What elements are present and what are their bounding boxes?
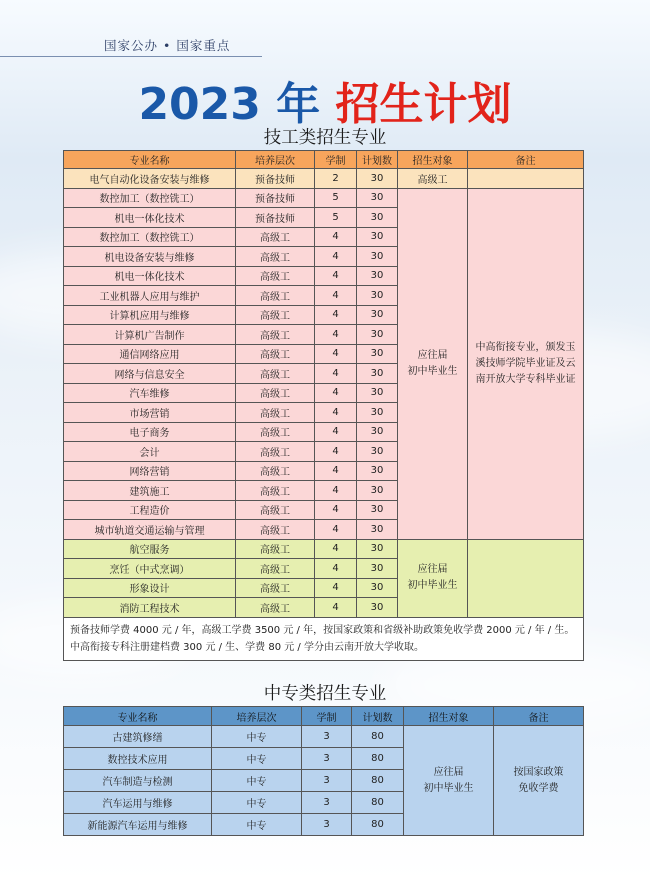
major-name: 工业机器人应用与维护 xyxy=(64,286,236,306)
enrollment-quota: 30 xyxy=(357,247,398,267)
major-name: 数控加工（数控铣工） xyxy=(64,227,236,247)
remark xyxy=(468,539,584,617)
training-level: 中专 xyxy=(212,748,302,770)
study-years: 4 xyxy=(315,520,357,540)
training-level: 预备技师 xyxy=(236,208,315,228)
enrollment-quota: 30 xyxy=(357,208,398,228)
study-years: 4 xyxy=(315,481,357,501)
study-years: 3 xyxy=(302,726,352,748)
col-header-major: 专业名称 xyxy=(64,151,236,169)
col-header-level: 培养层次 xyxy=(236,151,315,169)
major-name: 计算机广告制作 xyxy=(64,325,236,345)
study-years: 2 xyxy=(315,169,357,189)
technical-majors-table xyxy=(63,150,584,661)
major-name: 数控加工（数控铣工） xyxy=(64,188,236,208)
training-level: 中专 xyxy=(212,814,302,836)
enrollment-quota: 30 xyxy=(357,578,398,598)
table-row xyxy=(64,539,584,559)
page-title xyxy=(0,68,650,132)
major-name: 计算机应用与维修 xyxy=(64,305,236,325)
col-header-quota: 计划数 xyxy=(357,151,398,169)
study-years: 4 xyxy=(315,247,357,267)
fee-note: 预备技师学费 4000 元 / 年，高级工学费 3500 元 / 年，按国家政策和省级补助政策免收学费 2000 元 / 年 / 生。中高衔接专科注册建档费 300 元 / 生、学费 80 元 / 学分由云南开放大学收取。 xyxy=(64,617,584,660)
training-level: 高级工 xyxy=(236,266,315,286)
enrollment-quota: 30 xyxy=(357,422,398,442)
remark: 中高衔接专业，颁发玉 溪技师学院毕业证及云 南开放大学专科毕业证 xyxy=(468,188,584,539)
study-years: 3 xyxy=(302,748,352,770)
major-name: 网络营销 xyxy=(64,461,236,481)
major-name: 电气自动化设备安装与维修 xyxy=(64,169,236,189)
enrollment-quota: 30 xyxy=(357,461,398,481)
training-level: 高级工 xyxy=(236,325,315,345)
study-years: 4 xyxy=(315,422,357,442)
major-name: 古建筑修缮 xyxy=(64,726,212,748)
study-years: 4 xyxy=(315,344,357,364)
study-years: 4 xyxy=(315,325,357,345)
study-years: 4 xyxy=(315,305,357,325)
enrollment-quota: 30 xyxy=(357,500,398,520)
enrollment-quota: 30 xyxy=(357,481,398,501)
study-years: 4 xyxy=(315,500,357,520)
major-name: 通信网络应用 xyxy=(64,344,236,364)
enrollment-quota: 80 xyxy=(352,792,404,814)
study-years: 4 xyxy=(315,559,357,579)
major-name: 建筑施工 xyxy=(64,481,236,501)
major-name: 机电设备安装与维修 xyxy=(64,247,236,267)
enrollment-quota: 30 xyxy=(357,344,398,364)
major-name: 机电一体化技术 xyxy=(64,266,236,286)
study-years: 4 xyxy=(315,578,357,598)
training-level: 高级工 xyxy=(236,520,315,540)
col-header-major: 专业名称 xyxy=(64,707,212,726)
major-name: 形象设计 xyxy=(64,578,236,598)
training-level: 高级工 xyxy=(236,500,315,520)
study-years: 4 xyxy=(315,383,357,403)
training-level: 高级工 xyxy=(236,305,315,325)
major-name: 机电一体化技术 xyxy=(64,208,236,228)
study-years: 3 xyxy=(302,792,352,814)
enrollment-quota: 30 xyxy=(357,325,398,345)
study-years: 4 xyxy=(315,403,357,423)
table-header-row xyxy=(64,707,584,726)
training-level: 中专 xyxy=(212,726,302,748)
enrollment-target: 应往届 初中毕业生 xyxy=(398,539,468,617)
study-years: 5 xyxy=(315,188,357,208)
col-header-level: 培养层次 xyxy=(212,707,302,726)
col-header-target: 招生对象 xyxy=(404,707,494,726)
enrollment-quota: 30 xyxy=(357,559,398,579)
enrollment-quota: 30 xyxy=(357,227,398,247)
table-header-row xyxy=(64,151,584,169)
section-title-secondary: 中专类招生专业 xyxy=(263,684,387,704)
training-level: 高级工 xyxy=(236,442,315,462)
training-level: 高级工 xyxy=(236,403,315,423)
remark: 按国家政策 免收学费 xyxy=(494,726,584,836)
major-name: 网络与信息安全 xyxy=(64,364,236,384)
enrollment-quota: 30 xyxy=(357,364,398,384)
section-title-technical: 技工类招生专业 xyxy=(263,128,387,148)
enrollment-quota: 80 xyxy=(352,726,404,748)
training-level: 高级工 xyxy=(236,461,315,481)
study-years: 4 xyxy=(315,442,357,462)
major-name: 新能源汽车运用与维修 xyxy=(64,814,212,836)
table-row xyxy=(64,188,584,208)
training-level: 高级工 xyxy=(236,481,315,501)
col-header-remark: 备注 xyxy=(494,707,584,726)
training-level: 高级工 xyxy=(236,383,315,403)
training-level: 高级工 xyxy=(236,227,315,247)
training-level: 中专 xyxy=(212,792,302,814)
major-name: 市场营销 xyxy=(64,403,236,423)
remark xyxy=(468,169,584,189)
training-level: 中专 xyxy=(212,770,302,792)
enrollment-quota: 80 xyxy=(352,770,404,792)
study-years: 4 xyxy=(315,598,357,618)
training-level: 高级工 xyxy=(236,286,315,306)
enrollment-quota: 30 xyxy=(357,266,398,286)
table-row xyxy=(64,726,584,748)
enrollment-quota: 30 xyxy=(357,520,398,540)
col-header-years: 学制 xyxy=(315,151,357,169)
training-level: 高级工 xyxy=(236,422,315,442)
training-level: 高级工 xyxy=(236,364,315,384)
major-name: 汽车制造与检测 xyxy=(64,770,212,792)
col-header-quota: 计划数 xyxy=(352,707,404,726)
title-year: 2023 年 xyxy=(138,79,321,130)
major-name: 电子商务 xyxy=(64,422,236,442)
enrollment-target: 应往届 初中毕业生 xyxy=(398,188,468,539)
major-name: 汽车维修 xyxy=(64,383,236,403)
table-row xyxy=(64,169,584,189)
training-level: 高级工 xyxy=(236,598,315,618)
col-header-target: 招生对象 xyxy=(398,151,468,169)
title-plan: 招生计划 xyxy=(335,79,512,130)
study-years: 5 xyxy=(315,208,357,228)
enrollment-quota: 30 xyxy=(357,442,398,462)
header-slogan: 国家公办 • 国家重点 xyxy=(104,38,231,53)
study-years: 3 xyxy=(302,814,352,836)
enrollment-quota: 30 xyxy=(357,286,398,306)
col-header-remark: 备注 xyxy=(468,151,584,169)
study-years: 4 xyxy=(315,227,357,247)
major-name: 工程造价 xyxy=(64,500,236,520)
col-header-years: 学制 xyxy=(302,707,352,726)
study-years: 4 xyxy=(315,266,357,286)
study-years: 3 xyxy=(302,770,352,792)
training-level: 高级工 xyxy=(236,344,315,364)
major-name: 汽车运用与维修 xyxy=(64,792,212,814)
major-name: 城市轨道交通运输与管理 xyxy=(64,520,236,540)
enrollment-quota: 30 xyxy=(357,383,398,403)
enrollment-quota: 30 xyxy=(357,188,398,208)
enrollment-quota: 80 xyxy=(352,748,404,770)
enrollment-target: 应往届 初中毕业生 xyxy=(404,726,494,836)
major-name: 烹饪（中式烹调） xyxy=(64,559,236,579)
training-level: 预备技师 xyxy=(236,169,315,189)
study-years: 4 xyxy=(315,364,357,384)
enrollment-quota: 30 xyxy=(357,169,398,189)
study-years: 4 xyxy=(315,539,357,559)
major-name: 数控技术应用 xyxy=(64,748,212,770)
fee-note-row xyxy=(64,617,584,660)
secondary-majors-table xyxy=(63,706,584,836)
major-name: 航空服务 xyxy=(64,539,236,559)
training-level: 高级工 xyxy=(236,578,315,598)
enrollment-target: 高级工 xyxy=(398,169,468,189)
enrollment-quota: 30 xyxy=(357,539,398,559)
enrollment-quota: 80 xyxy=(352,814,404,836)
training-level: 高级工 xyxy=(236,247,315,267)
study-years: 4 xyxy=(315,286,357,306)
training-level: 高级工 xyxy=(236,539,315,559)
study-years: 4 xyxy=(315,461,357,481)
enrollment-quota: 30 xyxy=(357,305,398,325)
major-name: 消防工程技术 xyxy=(64,598,236,618)
training-level: 高级工 xyxy=(236,559,315,579)
training-level: 预备技师 xyxy=(236,188,315,208)
enrollment-quota: 30 xyxy=(357,403,398,423)
major-name: 会计 xyxy=(64,442,236,462)
enrollment-quota: 30 xyxy=(357,598,398,618)
header-divider xyxy=(0,56,262,57)
